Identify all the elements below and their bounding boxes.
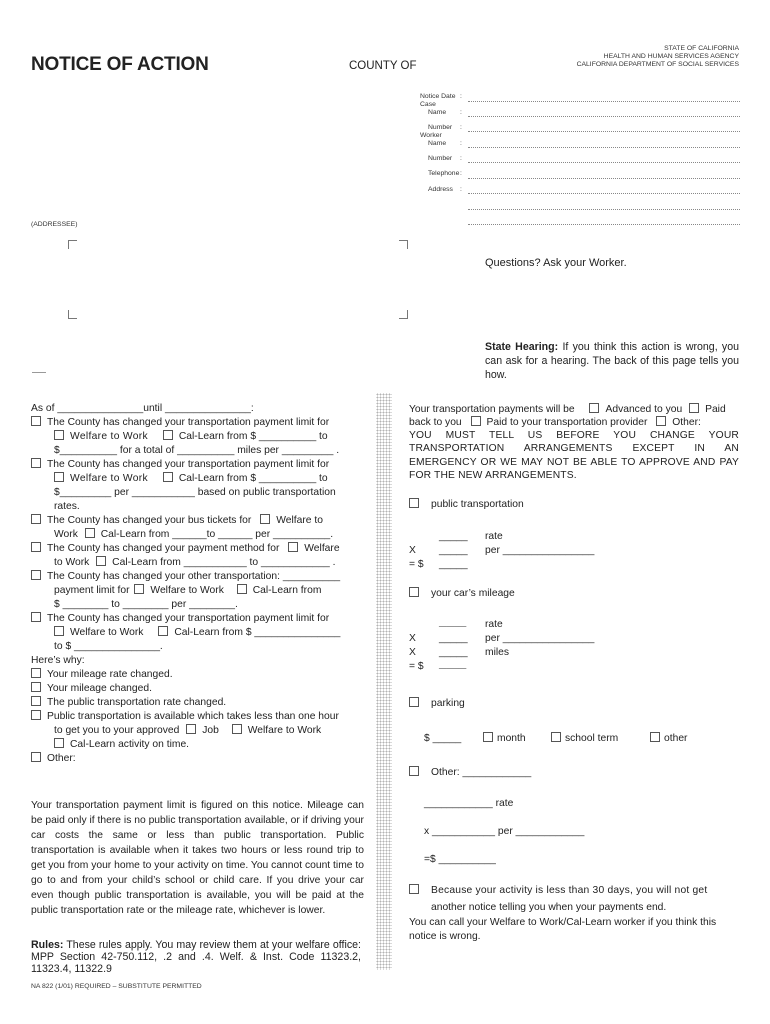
agency-block bbox=[577, 45, 739, 69]
checkbox[interactable] bbox=[589, 403, 599, 413]
checkbox[interactable] bbox=[409, 697, 419, 707]
window-corner bbox=[399, 310, 408, 319]
pt-rate-label: rate bbox=[485, 531, 503, 542]
pt-blank[interactable]: _____ bbox=[439, 559, 468, 570]
colon: : bbox=[460, 124, 462, 131]
list-item-text: Cal-Learn from bbox=[252, 585, 322, 596]
parking-dollar[interactable]: $ _____ bbox=[424, 733, 462, 744]
notice-date-label: Notice Date bbox=[420, 93, 456, 100]
address-line-2[interactable] bbox=[468, 209, 740, 210]
reason-text: Your mileage changed. bbox=[47, 683, 152, 694]
car-blank[interactable]: _____ bbox=[439, 647, 468, 658]
form-footer: NA 822 (1/01) REQUIRED – SUBSTITUTE PERMITTED bbox=[31, 983, 202, 990]
short-activity-text-2: another notice telling you when your payments end. bbox=[431, 902, 667, 913]
agency-line-2: HEALTH AND HUMAN SERVICES AGENCY bbox=[603, 53, 739, 60]
list-item-text: Welfare to bbox=[276, 515, 323, 526]
option-paid: Paid bbox=[705, 404, 726, 415]
parking-other bbox=[650, 732, 687, 746]
reason-item bbox=[31, 724, 367, 738]
case-number-label: Number bbox=[428, 124, 453, 131]
telephone-line[interactable] bbox=[468, 178, 740, 179]
list-item bbox=[31, 416, 367, 430]
warning-text: YOU MUST TELL US BEFORE YOU CHANGE YOUR TRANSPORTATION ARRANGEMENTS EXCEPT IN AN EMERGENCY OR WE MAY NOT BE ABLE TO APPROVE AND PAY FOR THE NEW ARRANGEMENTS. bbox=[409, 430, 739, 481]
public-transport-item bbox=[409, 498, 524, 512]
checkbox[interactable] bbox=[186, 724, 196, 734]
parking-option: school term bbox=[565, 733, 619, 744]
checkbox[interactable] bbox=[650, 732, 660, 742]
reason-text: Cal-Learn activity on time. bbox=[70, 739, 190, 750]
case-name-label-2: Name bbox=[428, 109, 447, 116]
checkbox[interactable] bbox=[409, 766, 419, 776]
as-of-line: As of _______________until _______________: bbox=[31, 403, 254, 414]
list-item: $_________ per ___________ based on public transportation bbox=[54, 487, 336, 498]
checkbox[interactable] bbox=[31, 710, 41, 720]
pt-blank[interactable]: _____ bbox=[439, 531, 468, 542]
list-item-text: to Work bbox=[54, 557, 90, 568]
colon: : bbox=[460, 109, 462, 116]
worker-number-label: Number bbox=[428, 155, 453, 162]
fields-block bbox=[420, 93, 740, 233]
list-item-text: The County has changed your bus tickets for bbox=[47, 515, 252, 526]
other-item bbox=[409, 766, 531, 780]
car-mileage-item bbox=[409, 587, 515, 601]
checkbox[interactable] bbox=[163, 472, 173, 482]
car-x: X bbox=[409, 633, 416, 644]
list-item-text: Cal-Learn from $ __________ to bbox=[178, 431, 328, 442]
checkbox[interactable] bbox=[31, 682, 41, 692]
colon: : bbox=[460, 93, 462, 100]
list-item-text: Cal-Learn from ___________ to ____________ . bbox=[112, 557, 336, 568]
list-item: $__________ for a total of __________ miles per _________ . bbox=[54, 445, 340, 456]
list-item bbox=[31, 542, 367, 556]
pt-blank[interactable]: _____ bbox=[439, 545, 468, 556]
option-provider: Paid to your transportation provider bbox=[486, 417, 648, 428]
payments-line-1 bbox=[409, 403, 739, 417]
checkbox[interactable] bbox=[471, 416, 481, 426]
worker-number-line[interactable] bbox=[468, 162, 740, 163]
agency-line-3: CALIFORNIA DEPARTMENT OF SOCIAL SERVICES bbox=[576, 61, 739, 68]
notice-date-line[interactable] bbox=[468, 101, 740, 102]
list-item bbox=[31, 514, 367, 528]
list-item bbox=[31, 430, 367, 444]
window-corner bbox=[68, 310, 77, 319]
checkbox[interactable] bbox=[134, 584, 144, 594]
window-corner bbox=[68, 240, 77, 249]
colon: : bbox=[460, 186, 462, 193]
colon: : bbox=[460, 140, 462, 147]
short-activity-item bbox=[409, 884, 739, 898]
parking-option: other bbox=[664, 733, 688, 744]
reason-item bbox=[31, 682, 367, 696]
car-per[interactable]: per ________________ bbox=[485, 633, 595, 644]
other-equals[interactable]: =$ __________ bbox=[424, 854, 496, 865]
telephone-label: Telephone bbox=[428, 170, 460, 177]
call-worker-text: You can call your Welfare to Work/Cal-Learn worker if you think this notice is wrong. bbox=[409, 917, 717, 942]
address-line-1[interactable] bbox=[468, 193, 740, 194]
parking-item bbox=[409, 697, 465, 711]
colon: : bbox=[460, 170, 462, 177]
checkbox[interactable] bbox=[483, 732, 493, 742]
window-corner bbox=[399, 240, 408, 249]
county-label: COUNTY OF bbox=[349, 60, 417, 72]
state-hearing-text bbox=[485, 340, 739, 382]
worker-name-line[interactable] bbox=[468, 147, 740, 148]
questions-text: Questions? Ask your Worker. bbox=[485, 257, 627, 269]
checkbox[interactable] bbox=[85, 528, 95, 538]
list-item-text: Work bbox=[54, 529, 78, 540]
car-equals: = $ bbox=[409, 661, 424, 672]
left-column bbox=[31, 402, 367, 766]
public-transport-label: public transportation bbox=[431, 499, 524, 510]
list-item bbox=[31, 612, 367, 626]
list-item bbox=[31, 584, 367, 598]
parking-month bbox=[483, 732, 526, 746]
list-item-text: The County has changed your payment method for bbox=[47, 543, 280, 554]
option-advanced: Advanced to you bbox=[605, 404, 683, 415]
reason-text: Public transportation is available which takes less than one hour bbox=[47, 711, 339, 722]
checkbox[interactable] bbox=[409, 587, 419, 597]
checkbox[interactable] bbox=[163, 430, 173, 440]
reason-text: Welfare to Work bbox=[247, 725, 322, 736]
payments-text: Your transportation payments will be bbox=[409, 404, 575, 415]
list-item-text: The County has changed your transportation payment limit for bbox=[47, 417, 330, 428]
checkbox[interactable] bbox=[409, 498, 419, 508]
list-item-text: Welfare to Work bbox=[70, 431, 148, 442]
parking-option: month bbox=[497, 733, 526, 744]
checkbox[interactable] bbox=[54, 430, 64, 440]
checkbox[interactable] bbox=[31, 570, 41, 580]
checkbox[interactable] bbox=[409, 884, 419, 894]
checkbox[interactable] bbox=[54, 626, 64, 636]
car-blank[interactable]: _______ bbox=[439, 620, 467, 627]
checkbox[interactable] bbox=[689, 403, 699, 413]
list-item bbox=[31, 472, 367, 486]
case-name-label-1: Case bbox=[420, 101, 436, 108]
reason-text: Your mileage rate changed. bbox=[47, 669, 173, 680]
list-item-text: Cal-Learn from $ _______________ bbox=[174, 627, 341, 638]
parking-label: parking bbox=[431, 698, 465, 709]
list-item-text: The County has changed your other transportation: __________ bbox=[47, 571, 341, 582]
list-item bbox=[31, 458, 367, 472]
checkbox[interactable] bbox=[31, 612, 41, 622]
payments-text: back to you bbox=[409, 417, 462, 428]
case-number-line[interactable] bbox=[468, 131, 740, 132]
checkbox[interactable] bbox=[31, 696, 41, 706]
checkbox[interactable] bbox=[31, 752, 41, 762]
agency-line-1: STATE OF CALIFORNIA bbox=[664, 45, 739, 52]
list-item: rates. bbox=[54, 501, 80, 512]
checkbox[interactable] bbox=[656, 416, 666, 426]
checkbox[interactable] bbox=[96, 556, 106, 566]
other-label: Other: ____________ bbox=[431, 767, 532, 778]
car-x: X bbox=[409, 647, 416, 658]
reason-item bbox=[31, 696, 367, 710]
car-blank[interactable]: _______ bbox=[439, 662, 467, 669]
fold-mark bbox=[32, 372, 46, 373]
list-item-text: Welfare to Work bbox=[150, 585, 224, 596]
list-item bbox=[31, 570, 367, 584]
state-hearing-heading: State Hearing: bbox=[485, 341, 559, 353]
checkbox[interactable] bbox=[158, 626, 168, 636]
car-miles-label: miles bbox=[485, 647, 510, 658]
checkbox[interactable] bbox=[54, 738, 64, 748]
rules-heading: Rules: bbox=[31, 939, 64, 951]
rules-text: These rules apply. You may review them at your welfare office: MPP Section 42-750.112, .2 and .4. Welf. & Inst. Code 11323.2, 11323.4, 11322.9 bbox=[31, 939, 361, 975]
reason-item bbox=[31, 752, 367, 766]
reason-text: Other: bbox=[47, 753, 76, 764]
car-blank[interactable]: _____ bbox=[439, 633, 468, 644]
list-item-text: The County has changed your transportation payment limit for bbox=[47, 613, 330, 624]
list-item-text: payment limit for bbox=[54, 585, 130, 596]
car-rate-label: rate bbox=[485, 619, 503, 630]
payments-line-2 bbox=[409, 416, 739, 430]
heres-why: Here’s why: bbox=[31, 655, 85, 666]
checkbox[interactable] bbox=[31, 668, 41, 678]
reason-text: to get you to your approved bbox=[54, 725, 180, 736]
list-item-text: Cal-Learn from $ __________ to bbox=[178, 473, 328, 484]
form-title: NOTICE OF ACTION bbox=[31, 54, 209, 75]
rules-paragraph bbox=[31, 939, 361, 975]
car-mileage-label: your car’s mileage bbox=[431, 588, 515, 599]
list-item bbox=[31, 626, 367, 640]
short-activity-text: Because your activity is less than 30 days, you will not get bbox=[431, 885, 708, 896]
list-item bbox=[31, 556, 367, 570]
column-divider bbox=[376, 393, 392, 970]
pt-equals: = $ bbox=[409, 559, 424, 570]
checkbox[interactable] bbox=[232, 724, 242, 734]
reason-text: The public transportation rate changed. bbox=[47, 697, 227, 708]
list-item: $ ________ to ________ per ________. bbox=[54, 599, 238, 610]
reason-item bbox=[31, 668, 367, 682]
checkbox[interactable] bbox=[288, 542, 298, 552]
pt-x: X bbox=[409, 545, 416, 556]
checkbox[interactable] bbox=[31, 416, 41, 426]
colon: : bbox=[460, 155, 462, 162]
checkbox[interactable] bbox=[54, 472, 64, 482]
list-item-text: Cal-Learn from ______to ______ per __________. bbox=[100, 529, 334, 540]
reason-item bbox=[31, 710, 367, 724]
checkbox[interactable] bbox=[260, 514, 270, 524]
explanation-paragraph: Your transportation payment limit is figured on this notice. Mileage can be paid only if there is no public transportation available, or if driving your car costs the same or less than public transportation. Public transportation is available when it takes two hours or less round trip to get you from your home to your activity on time. You cannot count time to go to and from your child’s school or child care. If you drive your car even though public transportation is available, you will be paid at the public transportation rate or the mileage rate, whichever is lower. bbox=[31, 800, 364, 916]
list-item bbox=[31, 528, 367, 542]
list-item-text: Welfare bbox=[304, 543, 340, 554]
address-label: Address bbox=[428, 186, 453, 193]
checkbox[interactable] bbox=[31, 514, 41, 524]
list-item: to $ _______________. bbox=[54, 641, 163, 652]
checkbox[interactable] bbox=[31, 458, 41, 468]
other-per[interactable]: x ___________ per ____________ bbox=[424, 826, 585, 837]
list-item-text: Welfare to Work bbox=[70, 473, 148, 484]
list-item-text: Welfare to Work bbox=[70, 627, 144, 638]
checkbox[interactable] bbox=[551, 732, 561, 742]
checkbox[interactable] bbox=[31, 542, 41, 552]
reason-item bbox=[31, 738, 367, 752]
parking-school-term bbox=[551, 732, 618, 746]
list-item-text: The County has changed your transportation payment limit for bbox=[47, 459, 330, 470]
checkbox[interactable] bbox=[237, 584, 247, 594]
option-other: Other: bbox=[672, 417, 701, 428]
worker-name-label-1: Worker bbox=[420, 132, 442, 139]
pt-per[interactable]: per ________________ bbox=[485, 545, 595, 556]
reason-text: Job bbox=[202, 725, 219, 736]
case-name-line[interactable] bbox=[468, 116, 740, 117]
worker-name-label-2: Name bbox=[428, 140, 447, 147]
other-rate[interactable]: ____________ rate bbox=[424, 798, 514, 809]
state-hearing-body: If you think this action is wrong, you can ask for a hearing. The back of this page tells you how. bbox=[485, 341, 739, 381]
address-line-3[interactable] bbox=[468, 224, 740, 225]
addressee-label: (ADDRESSEE) bbox=[31, 221, 78, 228]
